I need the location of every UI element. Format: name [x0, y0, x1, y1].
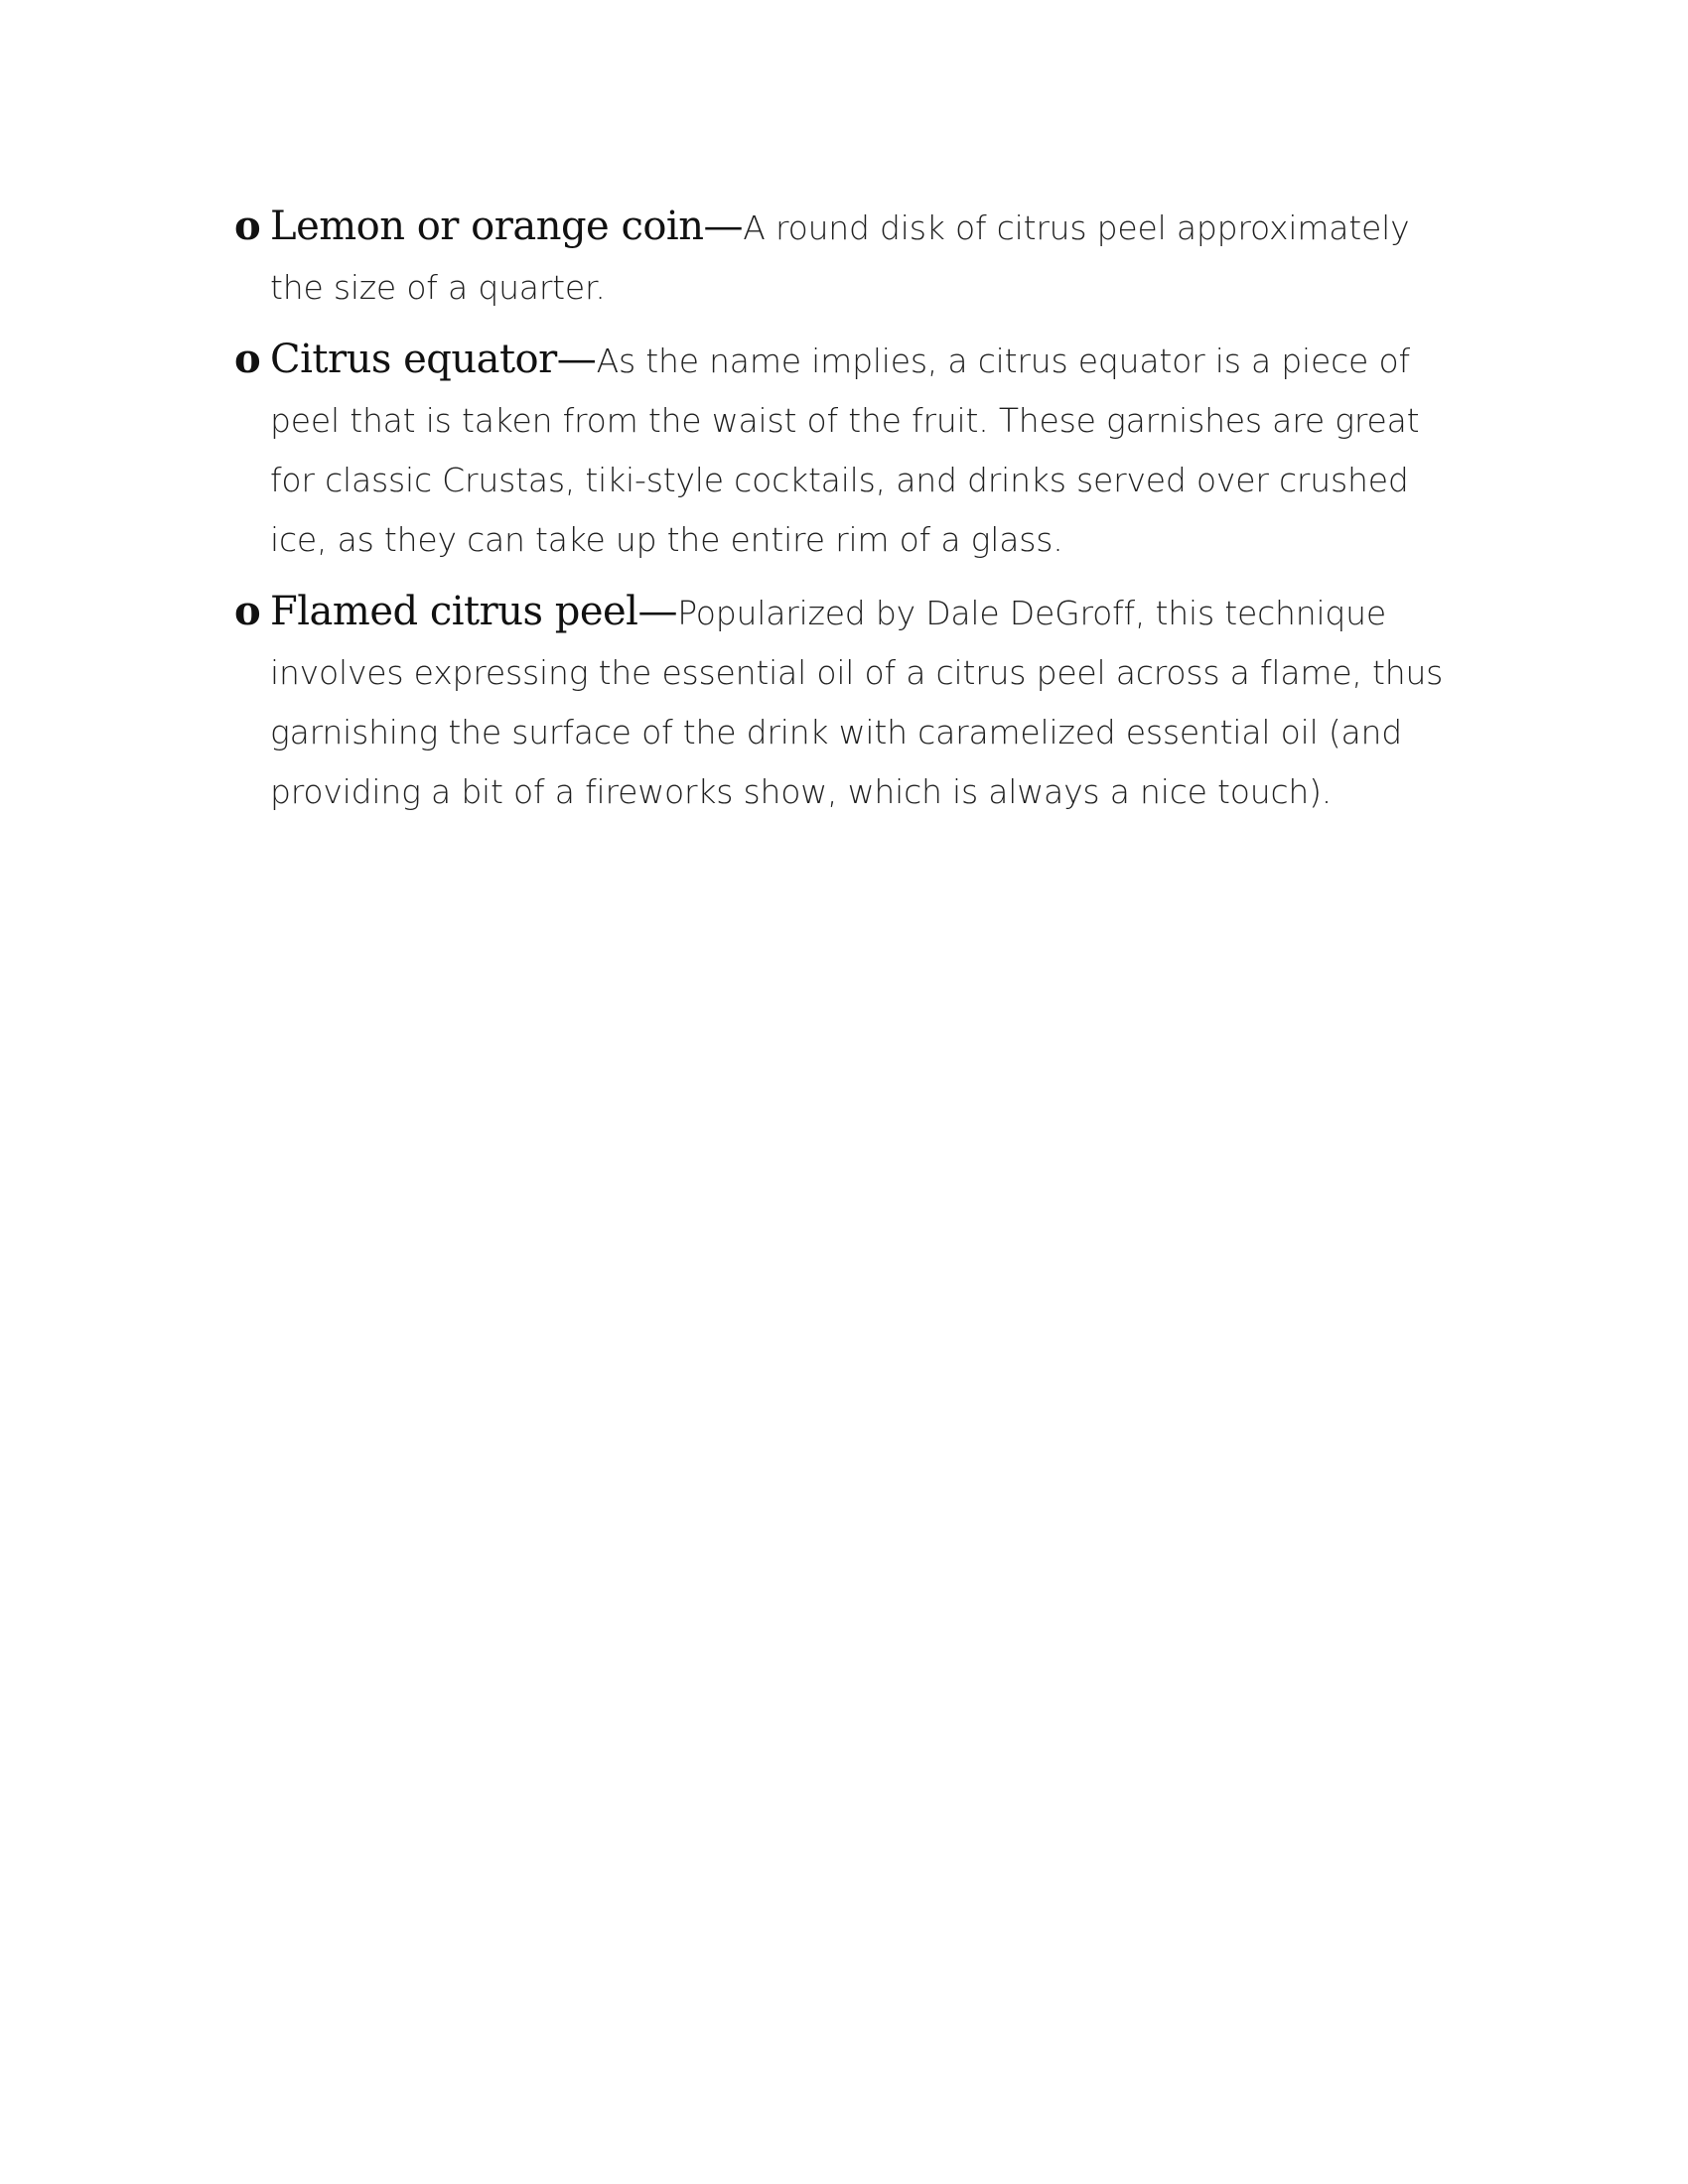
- em-dash: —: [556, 337, 597, 382]
- bullet-marker: o: [234, 203, 261, 249]
- bullet-marker: o: [234, 588, 261, 634]
- item-term: Lemon or orange coin: [270, 204, 704, 249]
- garnish-list: [234, 197, 1466, 834]
- item-description: A round disk of citrus peel approximately the size of a quarter.: [270, 208, 1410, 307]
- item-term: Flamed citrus peel: [270, 589, 638, 634]
- item-description: As the name implies, a citrus equator is a piece of peel that is taken from the waist of the fruit. These garnishes are great for classic Crustas, tiki-style cocktails, and drinks served over crushed ice, as they can take up the entire rim of a glass.: [270, 341, 1420, 559]
- em-dash: —: [703, 204, 744, 249]
- item-term: Citrus equator: [270, 337, 557, 382]
- item-description: Popularized by Dale DeGroff, this technique involves expressing the essential oil of a citrus peel across a flame, thus garnishing the surface of the drink with caramelized essential oil (and providing a bit of a fireworks show, which is always a nice touch).: [270, 594, 1444, 811]
- list-item: [234, 330, 1466, 570]
- em-dash: —: [637, 589, 678, 634]
- list-item: [234, 197, 1466, 318]
- list-item: [234, 582, 1466, 822]
- bullet-marker: o: [234, 336, 261, 382]
